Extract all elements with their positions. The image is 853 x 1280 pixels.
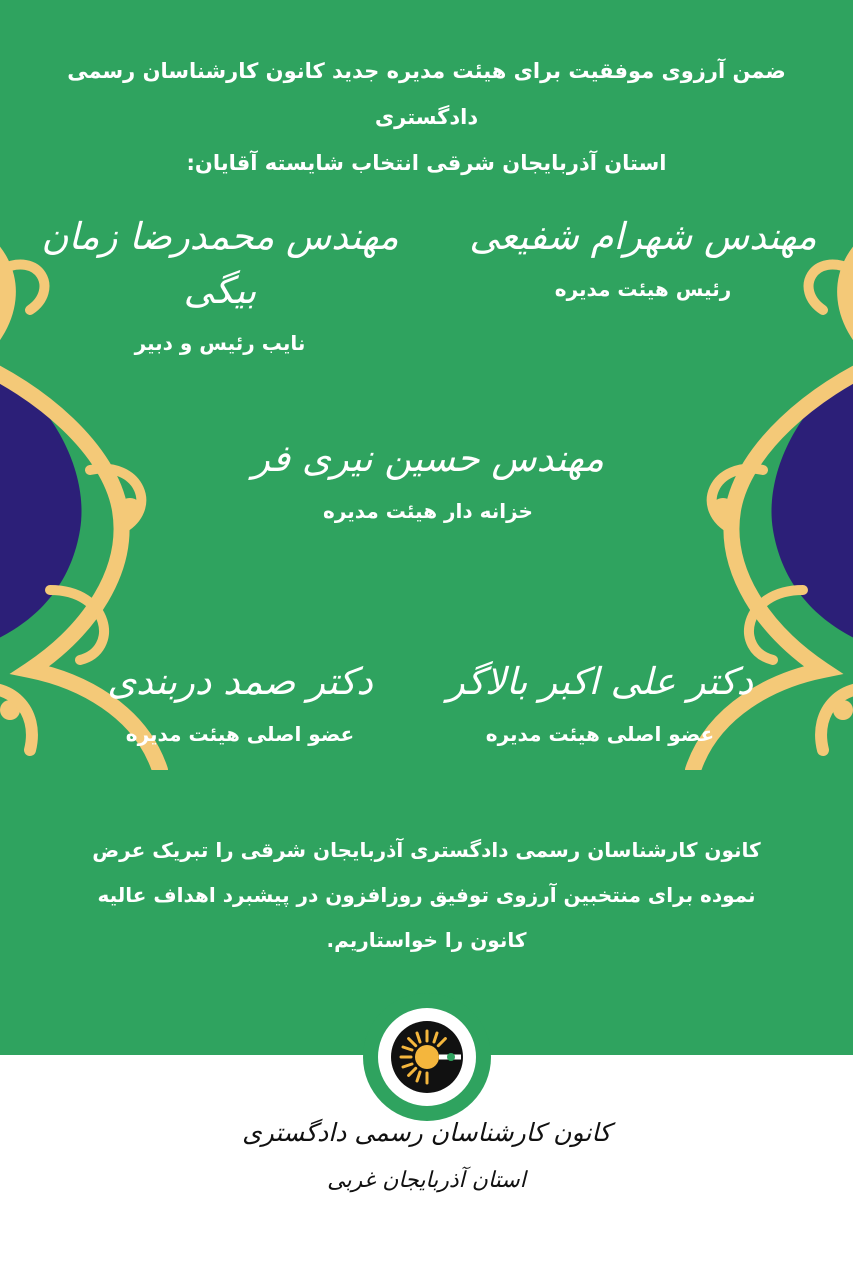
member-vice-chairman (40, 210, 400, 358)
intro-line-1: ضمن آرزوی موفقیت برای هیئت مدیره جدید کانون کارشناسان رسمی دادگستری (67, 59, 786, 129)
member-name: دکتر صمد دربندی (107, 660, 373, 703)
member-name: دکتر علی اکبر بالاگر (446, 660, 754, 703)
intro-line-2: استان آذربایجان شرقی انتخاب شایسته آقایان: (186, 151, 667, 175)
intro-text (20, 48, 833, 186)
emblem-badge (363, 993, 491, 1121)
member-name: مهندس محمدرضا زمان بیگی (41, 215, 399, 312)
member-principal-1 (420, 655, 780, 749)
member-role: نایب رئیس و دبیر (134, 331, 306, 355)
member-treasurer (248, 432, 608, 526)
member-board-chairman (463, 210, 823, 304)
member-principal-2 (60, 655, 420, 749)
closing-line-1: کانون کارشناسان رسمی دادگستری آذربایجان شرقی را تبریک عرض (92, 838, 761, 862)
logo-title: کانون کارشناسان رسمی دادگستری (242, 1118, 611, 1147)
sun-emblem-icon (387, 1017, 467, 1097)
closing-text (60, 828, 793, 963)
logo-subtitle: استان آذربایجان غربی (327, 1168, 526, 1193)
member-role: رئیس هیئت مدیره (554, 277, 732, 301)
member-name: مهندس شهرام شفیعی (469, 215, 817, 258)
member-role: عضو اصلی هیئت مدیره (485, 722, 715, 746)
closing-line-2: نموده برای منتخبین آرزوی توفیق روزافزون در پیشبرد اهداف عالیه (97, 883, 756, 907)
member-name: مهندس حسین نیری فر (251, 437, 605, 480)
closing-line-3: کانون را خواستاریم. (326, 928, 527, 952)
member-role: خزانه دار هیئت مدیره (323, 499, 533, 523)
member-role: عضو اصلی هیئت مدیره (125, 722, 355, 746)
